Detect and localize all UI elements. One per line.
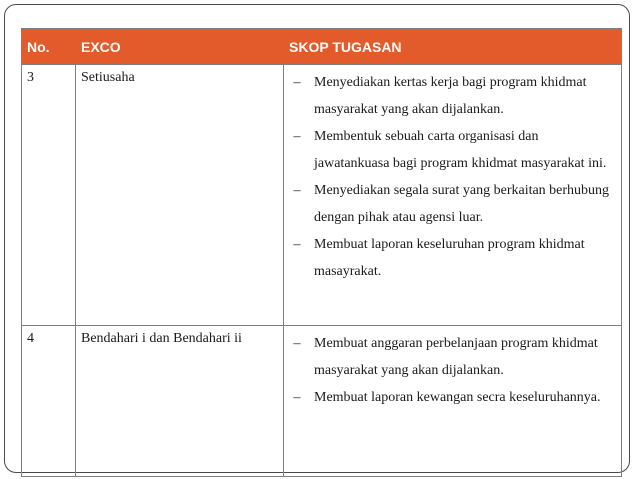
cell-no: 3 <box>22 65 76 326</box>
duty-text: Membuat laporan keseluruhan program khidmat masayrakat. <box>314 237 585 279</box>
dash-bullet: – <box>293 390 301 405</box>
cell-skop <box>284 65 622 326</box>
cell-exco: Bendahari i dan Bendahari ii <box>76 326 284 477</box>
duty-item <box>284 177 617 231</box>
table-row <box>22 326 622 477</box>
duties-table <box>21 28 622 477</box>
dash-bullet: – <box>293 183 301 198</box>
duty-text: Menyediakan segala surat yang berkaitan berhubung dengan pihak atau agensi luar. <box>314 183 610 225</box>
duty-text: Membuat anggaran perbelanjaan program khidmat masyarakat yang akan dijalankan. <box>314 336 598 378</box>
duty-text: Membuat laporan kewangan secra keseluruhannya. <box>314 390 601 405</box>
duty-item <box>284 69 617 123</box>
duty-list <box>284 330 617 411</box>
duty-text: Membentuk sebuah carta organisasi dan jawatankuasa bagi program khidmat masyarakat ini. <box>314 129 607 171</box>
duty-list <box>284 69 617 285</box>
table-row <box>22 65 622 326</box>
header-no: No. <box>22 29 76 65</box>
header-skop: SKOP TUGASAN <box>284 29 622 65</box>
cell-no: 4 <box>22 326 76 477</box>
table-header-row <box>22 29 622 65</box>
cell-skop <box>284 326 622 477</box>
header-exco: EXCO <box>76 29 284 65</box>
duty-item <box>284 330 617 384</box>
duty-item <box>284 384 617 411</box>
duty-item <box>284 231 617 285</box>
cell-exco: Setiusaha <box>76 65 284 326</box>
dash-bullet: – <box>293 75 301 90</box>
dash-bullet: – <box>293 129 301 144</box>
dash-bullet: – <box>293 336 301 351</box>
duty-item <box>284 123 617 177</box>
duty-text: Menyediakan kertas kerja bagi program khidmat masyarakat yang akan dijalankan. <box>314 75 587 117</box>
dash-bullet: – <box>293 237 301 252</box>
